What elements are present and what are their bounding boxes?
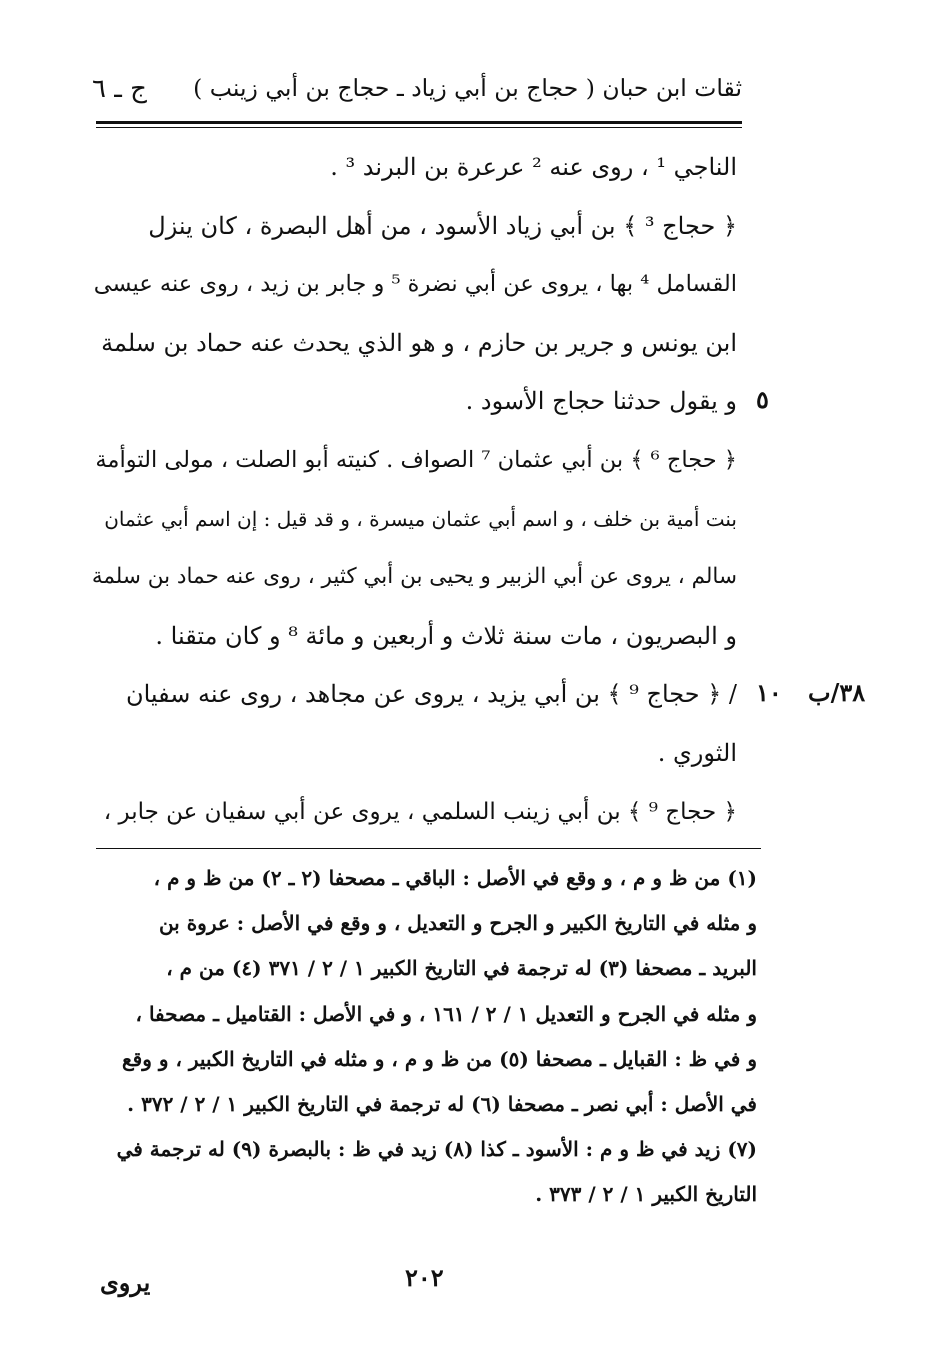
- text-line: و البصريون ، مات سنة ثلاث و أربعين و مائة ⁸ و كان متقنا .: [155, 621, 737, 650]
- text-line: الناجي ¹ ، روى عنه ² عرعرة بن البرند ³ .: [330, 153, 737, 181]
- running-title: ثقات ابن حبان ( حجاج بن أبي زياد ـ حجاج بن أبي زينب ): [193, 74, 742, 102]
- text-line: القسامل ⁴ بها ، يروى عن أبي نضرة ⁵ و جابر بن زيد ، روى عنه عيسى: [93, 271, 737, 298]
- volume-label: ج ـ ٦: [92, 74, 147, 104]
- margin-folio-marker: ٣٨/ب: [808, 678, 866, 707]
- footnote-line: البريد ـ مصحفا (٣) له ترجمة في التاريخ الكبير ١ / ٢ / ٣٧١ (٤) من م ،: [166, 956, 757, 981]
- text-line: ﴿ حجاج ⁶ ﴾ بن أبي عثمان ⁷ الصواف . كنيته أبو الصلت ، مولى التوأمة: [95, 446, 737, 473]
- footnote-line: (٧) زيد في ظ و م : الأسود ـ كذا (٨) زيد في ظ : بالبصرة (٩) له ترجمة في: [116, 1137, 757, 1162]
- page-number: ٢٠٢: [405, 1263, 444, 1292]
- footnote-line: في الأصل : أبي نصر ـ مصحفا (٦) له ترجمة في التاريخ الكبير ١ / ٢ / ٣٧٢ .: [127, 1091, 757, 1116]
- header-rule-thin: [96, 127, 742, 128]
- footnote-line: التاريخ الكبير ١ / ٢ / ٣٧٣ .: [535, 1182, 757, 1207]
- footnote-line: و مثله في التاريخ الكبير و الجرح و التعديل ، و وقع في الأصل : عروة بن: [158, 911, 757, 936]
- footnote-line: و مثله في الجرح و التعديل ١ / ٢ / ١٦١ ، و في الأصل : القتاميل ـ مصحفا ،: [135, 1001, 757, 1026]
- margin-line-number-5: ٥: [756, 385, 769, 414]
- catchword: يروى: [100, 1268, 151, 1297]
- footnote-rule: [96, 848, 761, 849]
- text-line: سالم ، يروى عن أبي الزبير و يحيى بن أبي كثير ، روى عنه حماد بن سلمة: [91, 564, 737, 590]
- footnote-line: (١) من ظ و م ، و وقع في الأصل : الباقي ـ مصحفا (٢ ـ ٢) من ظ و م ،: [153, 866, 757, 890]
- text-line: و يقول حدثنا حجاج الأسود .: [465, 387, 737, 416]
- page-header: [92, 68, 742, 118]
- text-line: / ﴿ حجاج ⁹ ﴾ بن أبي يزيد ، يروى عن مجاهد ، روى عنه سفيان: [125, 680, 737, 709]
- margin-line-number-10: ١٠: [756, 678, 782, 707]
- text-line: ﴿ حجاج ³ ﴾ بن أبي زياد الأسود ، من أهل البصرة ، كان ينزل: [148, 211, 737, 240]
- text-line: بنت أمية بن خلف ، و اسم أبي عثمان ميسرة ، و قد قيل : إن اسم أبي عثمان: [104, 506, 737, 531]
- text-line: الثوري .: [657, 738, 737, 767]
- text-line: ﴿ حجاج ⁹ ﴾ بن أبي زينب السلمي ، يروى عن أبي سفيان عن جابر ،: [103, 798, 737, 825]
- footnotes: [92, 856, 757, 1218]
- header-rule-thick: [96, 121, 742, 124]
- main-text: [92, 138, 737, 841]
- text-line: ابن يونس و جرير بن حازم ، و هو الذي يحدث عنه حماد بن سلمة: [101, 328, 737, 357]
- footnote-line: و في ظ : القبايل ـ مصحفا (٥) من ظ و م ، و مثله في التاريخ الكبير ، و وقع: [122, 1046, 757, 1071]
